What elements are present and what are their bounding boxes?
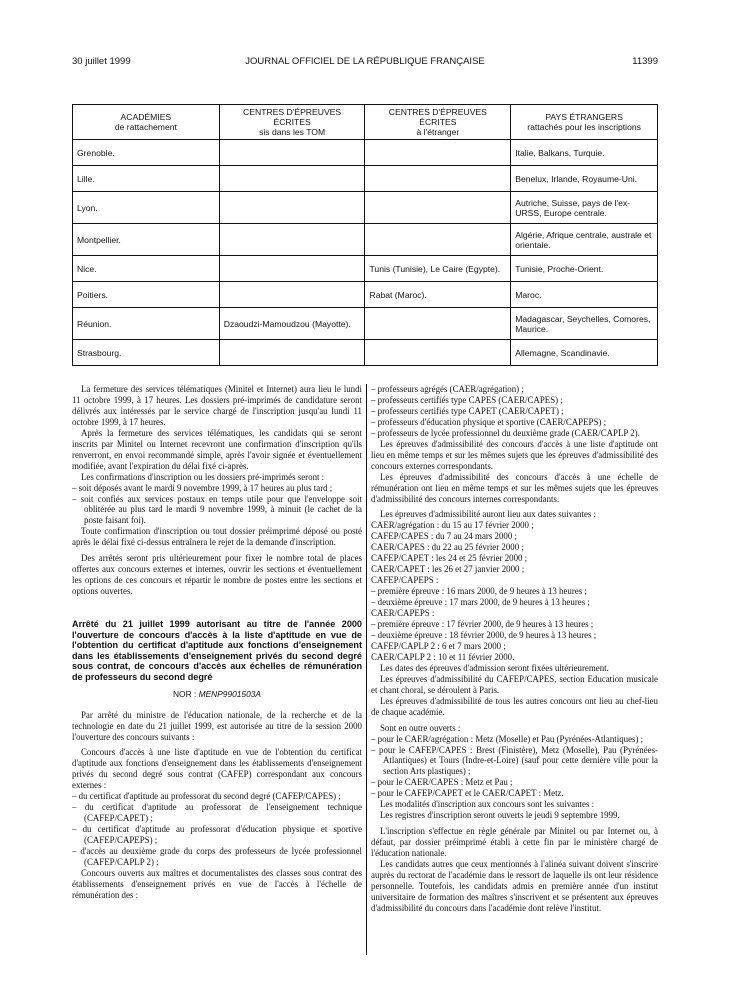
list-item: – soit confiés aux services postaux en temps utile pour que l'enveloppe soit oblitérée au plus tard le mardi 9 novembre 1999, à minuit (le cachet de la poste faisant foi).	[72, 494, 362, 527]
list-item: – professeurs certifiés type CAPET (CAER/CAPET) ;	[371, 406, 658, 417]
table-cell	[365, 192, 511, 224]
table-header-row	[73, 105, 658, 140]
table-cell	[219, 140, 365, 166]
list	[371, 586, 658, 608]
list	[72, 483, 362, 527]
header-centres-etranger	[365, 105, 511, 140]
table-row	[73, 224, 658, 256]
paragraph: Les modalités d'inscription aux concours sont les suivantes :	[380, 799, 595, 810]
table-cell	[365, 140, 511, 166]
header-academies	[73, 105, 220, 140]
issue-date: 30 juillet 1999	[72, 56, 131, 67]
list-item: – professeurs de lycée professionnel du deuxième grade (CAER/CAPLP 2).	[371, 428, 658, 439]
table-cell: Grenoble.	[73, 140, 220, 166]
paragraph: Les épreuves d'admissibilité des concours d'accès à une liste d'aptitude ont lieu en même temps et sur les mêmes sujets que les épreuves d'admissibilité des concours externes correspondants.	[371, 438, 658, 471]
table-cell: Nice.	[73, 256, 220, 282]
list	[371, 384, 658, 439]
paragraph: Les épreuves d'admissibilité auront lieu aux dates suivantes :	[380, 509, 597, 520]
paragraph: Les candidats autres que ceux mentionnés à l'alinéa suivant doivent s'inscrire auprès du rectorat de l'académie dans le ressort de laquelle ils ont leur résidence personnelle. Toutefois, les candidats admis en première année d'un institut universitaire de formation des maîtres s'inscrivent et se présentent aux épreuves d'admissibilité du concours dans l'académie dont relève l'institut.	[371, 859, 658, 913]
paragraph: Après la fermeture des services télématiques, les candidats qui se seront inscrits par Minitel ou Internet recevront une confirmation d'inscription qu'ils renverront, en envoi recommandé simple, après l'avoir signée et éventuellement modifiée, avant l'expiration du délai fixé ci-après.	[72, 427, 362, 471]
table-cell: Strasbourg.	[73, 340, 220, 366]
list	[371, 734, 658, 800]
table-row	[73, 140, 658, 166]
list-item: – deuxième épreuve : 17 mars 2000, de 9 heures à 13 heures ;	[371, 597, 658, 608]
table-cell	[219, 256, 365, 282]
date-line: CAER/CAPES : du 22 au 25 février 2000 ;	[371, 542, 524, 553]
academies-table	[72, 104, 658, 366]
header-line: ACADÉMIES	[120, 112, 172, 122]
date-line: CAER/agrégation : du 15 au 17 février 2000 ;	[371, 520, 534, 531]
paragraph: La fermeture des services télématiques (Minitel et Internet) aura lieu le lundi 11 octobre 1999, à 17 heures. Les dossiers pré-imprimés de candidature seront délivrés aux intéressés par le service chargé de l'inscription jusqu'au lundi 11 octobre 1999, à 17 heures.	[72, 384, 362, 427]
header-pays-etrangers	[511, 105, 658, 140]
table-row	[73, 256, 658, 282]
list-item: – professeurs certifiés type CAPES (CAER/CAPES) ;	[371, 395, 658, 406]
list-item: – professeurs agrégés (CAER/agrégation) ;	[371, 384, 658, 395]
paragraph: Les confirmations d'inscription ou les dossiers pré-imprimés seront :	[81, 471, 325, 482]
header-line: à l'étranger	[416, 127, 460, 137]
table-cell: Poitiers.	[73, 282, 220, 308]
column-divider	[366, 384, 367, 955]
page-header	[72, 56, 658, 70]
table-cell	[365, 340, 511, 366]
table-cell	[219, 282, 365, 308]
table-cell: Lille.	[73, 166, 220, 192]
list-item: – d'accès au deuxième grade du corps des professeurs de lycée professionnel (CAFEP/CAPLP 2) ;	[72, 846, 362, 868]
header-line: PAYS ÉTRANGERS	[545, 112, 623, 122]
page-number: 11399	[632, 56, 658, 67]
table-cell	[219, 166, 365, 192]
right-column	[371, 384, 658, 914]
table-cell: Réunion.	[73, 308, 220, 340]
table-cell	[219, 340, 365, 366]
list-item: – pour le CAER/CAPES : Metz et Pau ;	[371, 777, 658, 788]
list-item: – première épreuve : 17 février 2000, de 9 heures à 13 heures ;	[371, 619, 658, 630]
table-cell: Tunisie, Proche-Orient.	[511, 256, 658, 282]
journal-title: JOURNAL OFFICIEL DE LA RÉPUBLIQUE FRANÇAISE	[245, 56, 485, 67]
date-line: CAFEP/CAPLP 2 : 6 et 7 mars 2000 ;	[371, 640, 506, 651]
arrete-title: Arrêté du 21 juillet 1999 autorisant au titre de l'année 2000 l'ouverture de concours d'accès à la liste d'aptitude en vue de l'obtention du certificat d'aptitude aux fonctions d'enseignement dans les établissements d'enseignement privés du second degré sous contrat, de concours d'accès aux échelles de rémunération de professeurs du second degré	[72, 619, 362, 683]
table-cell: Italie, Balkans, Turquie.	[511, 140, 658, 166]
paragraph: Sont en outre ouverts :	[380, 722, 461, 733]
paragraph: Les épreuves d'admissibilité du CAFEP/CAPES, section Education musicale et chant choral, se déroulent à Paris.	[371, 673, 658, 695]
date-line: CAER/CAPLP 2 : 10 et 11 février 2000.	[371, 651, 515, 662]
date-line: CAER/CAPET : les 26 et 27 janvier 2000 ;	[371, 564, 525, 575]
table-cell: Benelux, Irlande, Royaume-Uni.	[511, 166, 658, 192]
nor-label: NOR :	[173, 688, 197, 699]
list-item: – du certificat d'aptitude au professorat de l'enseignement technique (CAFEP/CAPET) ;	[72, 802, 362, 824]
table-row	[73, 192, 658, 224]
table-cell: Lyon.	[73, 192, 220, 224]
list-item: – du certificat d'aptitude au professorat du second degré (CAFEP/CAPES) ;	[72, 791, 362, 802]
header-centres-tom	[219, 105, 365, 140]
paragraph: Toute confirmation d'inscription ou tout dossier préimprimé déposé ou posté après le délai fixé ci-dessus entraînera le rejet de la demande d'inscription.	[72, 526, 362, 548]
table-cell: Algérie, Afrique centrale, australe et orientale.	[511, 224, 658, 256]
date-line: CAFEP/CAPEPS :	[371, 575, 439, 586]
table-cell: Autriche, Suisse, pays de l'ex-URSS, Europe centrale.	[511, 192, 658, 224]
table-cell	[365, 166, 511, 192]
table-cell	[365, 308, 511, 340]
table-row	[73, 308, 658, 340]
list-item: – pour le CAFEP/CAPET et le CAER/CAPET : Metz.	[371, 788, 658, 799]
list-item: – deuxième épreuve : 18 février 2000, de 9 heures à 13 heures ;	[371, 630, 658, 641]
paragraph: Les dates des épreuves d'admission seront fixées ultérieurement.	[380, 662, 609, 673]
table-cell: Madagascar, Seychelles, Comores, Maurice.	[511, 308, 658, 340]
date-line: CAER/CAPEPS :	[371, 608, 435, 619]
header-line: CENTRES D'ÉPREUVES ÉCRITES	[243, 107, 342, 127]
paragraph: Les épreuves d'admissibilité de tous les autres concours ont lieu au chef-lieu de chaque académie.	[371, 695, 658, 717]
nor-value: MENP9901503A	[198, 688, 261, 699]
list-item: – première épreuve : 16 mars 2000, de 9 heures à 13 heures ;	[371, 586, 658, 597]
date-line: CAFEP/CAPET : les 24 et 25 février 2000 ;	[371, 553, 528, 564]
header-line: sis dans les TOM	[259, 127, 326, 137]
table-cell	[219, 224, 365, 256]
header-line: rattachés pour les inscriptions	[527, 122, 641, 132]
list-item: – du certificat d'aptitude au professorat d'éducation physique et sportive (CAFEP/CAPEPS) ;	[72, 824, 362, 846]
paragraph: Par arrêté du ministre de l'éducation nationale, de la recherche et de la technologie en date du 21 juillet 1999, est autorisée au titre de la session 2000 l'ouverture des concours suivants :	[72, 709, 362, 742]
left-column	[72, 384, 362, 901]
header-line: de rattachement	[114, 122, 177, 132]
list-item: – pour le CAER/agrégation : Metz (Moselle) et Pau (Pyrénées-Atlantiques) ;	[371, 734, 658, 745]
table-cell: Tunis (Tunisie), Le Caire (Egypte).	[365, 256, 511, 282]
list	[72, 791, 362, 868]
list-item: – professeurs d'éducation physique et sportive (CAER/CAPEPS) ;	[371, 417, 658, 428]
table-row	[73, 166, 658, 192]
table-cell: Dzaoudzi-Mamoudzou (Mayotte).	[219, 308, 365, 340]
table-cell: Maroc.	[511, 282, 658, 308]
paragraph: Concours d'accès à une liste d'aptitude en vue de l'obtention du certificat d'aptitude aux fonctions d'enseignement dans les établissements d'enseignement privés du second degré sous contrat (CAFEP) correspondant aux concours externes :	[72, 747, 362, 791]
table-cell: Montpellier.	[73, 224, 220, 256]
list	[371, 619, 658, 641]
paragraph: Les registres d'inscription seront ouverts le jeudi 9 septembre 1999.	[380, 810, 620, 821]
table-row	[73, 340, 658, 366]
table-cell	[219, 192, 365, 224]
list-item: – pour le CAFEP/CAPES : Brest (Finistère), Metz (Moselle), Pau (Pyrénées-Atlantiques) et Tours (Indre-et-Loire) (sauf pour cette dernière ville pour la section Arts plastiques) ;	[371, 745, 658, 778]
date-line: CAFEP/CAPES : du 7 au 24 mars 2000 ;	[371, 531, 517, 542]
table-cell: Rabat (Maroc).	[365, 282, 511, 308]
table-cell: Allemagne, Scandinavie.	[511, 340, 658, 366]
paragraph: Des arrêtés seront pris ultérieurement pour fixer le nombre total de places offertes aux concours externes et internes, ouvrir les sections et éventuellement les options de ces concours et répartir le nombre de postes entre les sections et options ouvertes.	[72, 553, 362, 597]
table-cell	[365, 224, 511, 256]
paragraph: Concours ouverts aux maîtres et documentalistes des classes sous contrat des établissements d'enseignement privés en vue de l'accès à l'échelle de rémunération des :	[72, 867, 362, 900]
paragraph: Les épreuves d'admissibilité des concours d'accès à une échelle de rémunération ont lieu en même temps et sur les mêmes sujets que les épreuves d'admissibilité des concours internes correspondants.	[371, 471, 658, 504]
header-line: CENTRES D'ÉPREUVES ÉCRITES	[388, 107, 487, 127]
list-item: – soit déposés avant le mardi 9 novembre 1999, à 17 heures au plus tard ;	[72, 483, 362, 494]
table-row	[73, 282, 658, 308]
nor-reference	[72, 689, 362, 700]
paragraph: L'inscription s'effectue en règle générale par Minitel ou par Internet ou, à défaut, par dossier préimprimé établi à cette fin par le ministère chargé de l'éducation nationale.	[371, 826, 658, 859]
